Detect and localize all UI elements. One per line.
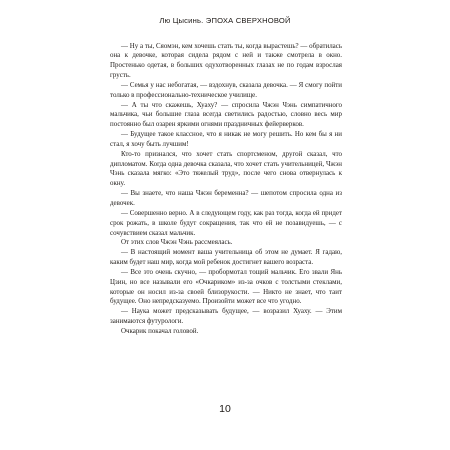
paragraph: — В настоящий момент ваша учительница об этом не думает. Я гадаю, каким будет наш мир, когда мой ребенок достигнет вашего возраста. xyxy=(110,248,342,267)
paragraph: — Семья у нас небогатая, — вздохнув, сказала девочка. — Я смогу пойти только в профессионально-техническое училище. xyxy=(110,80,342,99)
page-number: 10 xyxy=(219,403,231,415)
paragraph: — Совершенно верно. А в следующем году, как раз тогда, когда ей придет срок рожать, в школе будут сокращения, так что ей не позавидуешь, — с сочувствием сказал мальчик. xyxy=(110,208,342,237)
paragraph: — Ну а ты, Сяомэн, кем хочешь стать ты, когда вырастешь? — обратилась она к девочке, которая сидела рядом с ней и также смотрела в окно. Простенько одетая, в больших одухотворенных глазах не по годам взрослая грусть. xyxy=(110,41,342,80)
running-head: Лю Цысинь. ЭПОХА СВЕРХНОВОЙ xyxy=(159,16,291,25)
paragraph: Очкарик покачал головой. xyxy=(121,326,199,335)
paragraph: — А ты что скажешь, Хуаху? — спросила Чжэн Чэнь симпатичного мальчика, чьи большие глаза всегда светились радостью, словно весь мир постоянно был озарен яркими огнями праздничных фейерверков. xyxy=(110,100,342,129)
paragraph: — Будущее такое классное, что я никак не могу решить. Но кем бы я ни стал, я хочу быть лучшим! xyxy=(110,130,342,148)
body-text xyxy=(110,42,342,337)
paragraph: — Вы знаете, что наша Чжэн беременна? — шепотом спросила одна из девочек. xyxy=(110,189,342,207)
paragraph: Кто-то признался, что хочет стать спортсменом, другой сказал, что дипломатом. Когда одна девочка сказала, что хочет стать учительницей, Чжэн Чэнь сказала мягко: «Это тяжелый труд», после чего снова отвернулась к окну. xyxy=(110,149,342,188)
paragraph: — Все это очень скучно, — пробормотал тощий мальчик. Его звали Янь Цзин, но все называли его «Очкариком» из-за очков с толстыми стеклами, которые он носил из-за своей близорукости. — Никто не знает, что таит будущее. Оно непредсказуемо. Произойти может все что угодно. xyxy=(110,267,342,306)
paragraph: — Наука может предсказывать будущее, — возразил Хуаху. — Этим занимаются футурологи. xyxy=(110,307,342,326)
paragraph: От этих слов Чжэн Чэнь рассмеялась. xyxy=(121,238,233,247)
